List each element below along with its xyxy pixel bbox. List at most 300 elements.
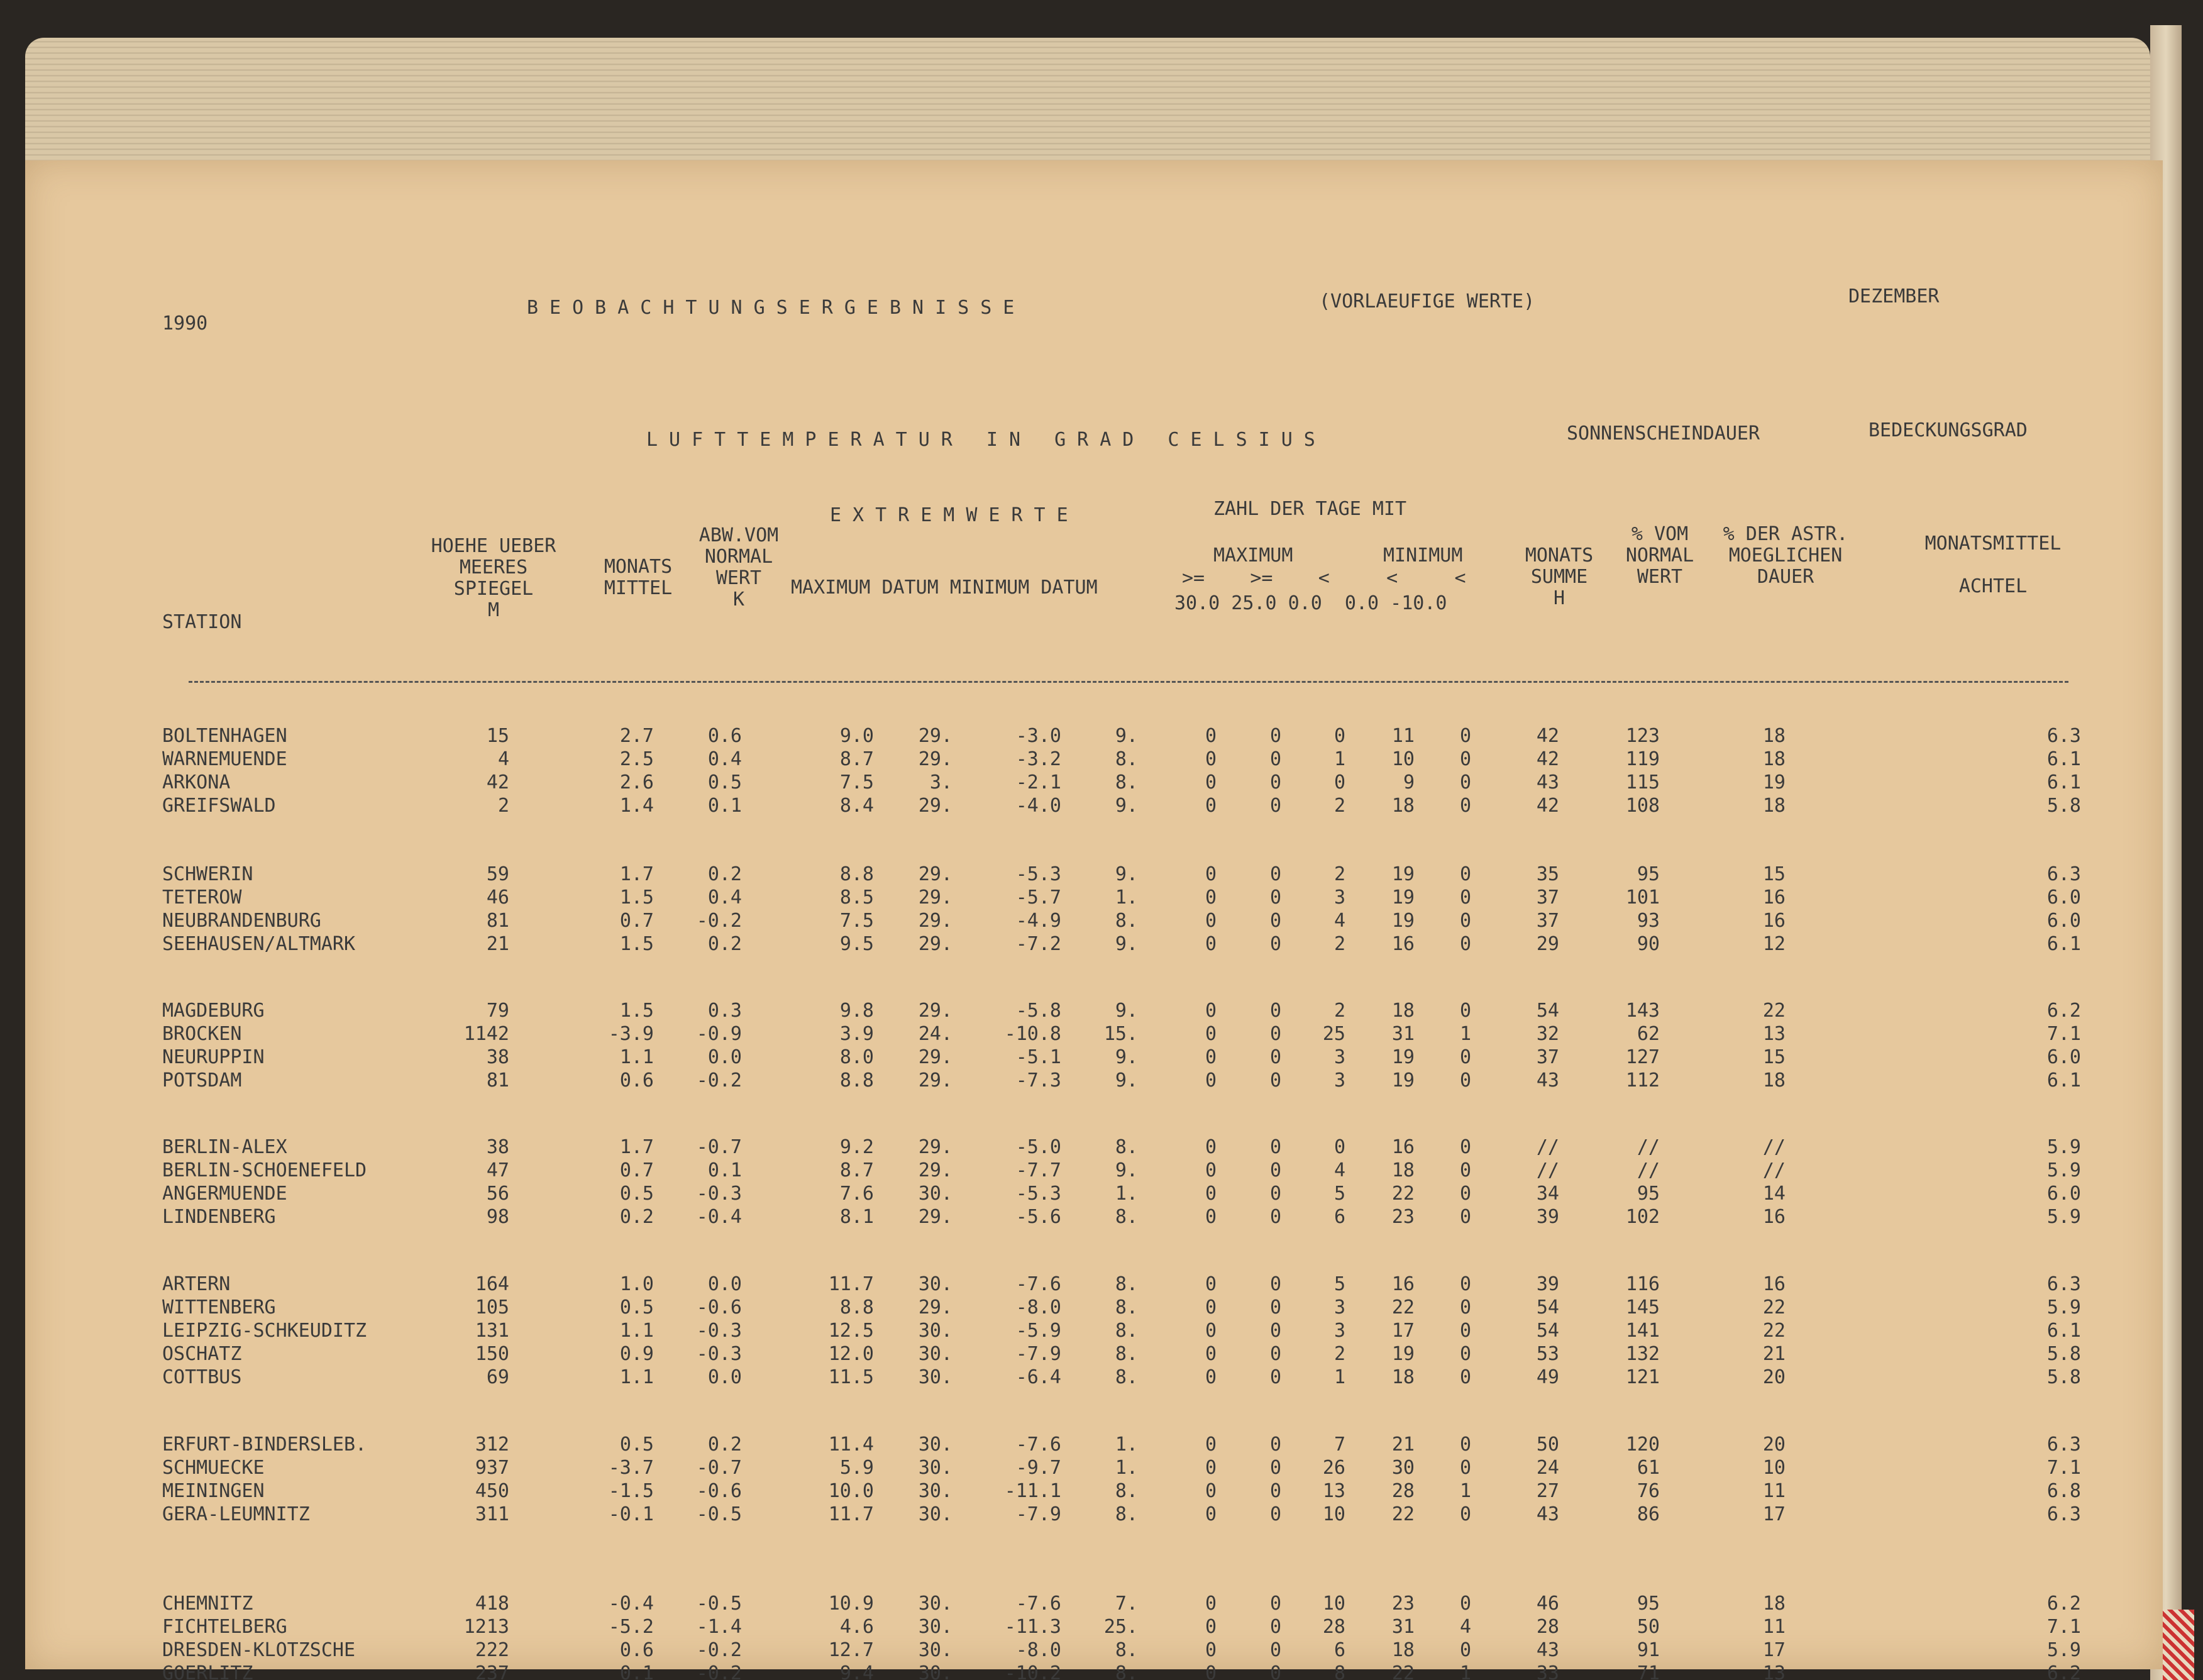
cell-days-max0: 4	[1333, 1159, 1345, 1181]
cell-sunshine-sum: 42	[1536, 725, 1559, 747]
cell-days-min10: 0	[1459, 1159, 1471, 1181]
cell-sunshine-sum: 42	[1536, 748, 1559, 770]
cell-cloud-mean: 6.0	[2046, 910, 2081, 932]
cell-cloud-mean: 6.3	[2046, 725, 2081, 747]
cell-days-min0: 18	[1391, 1639, 1415, 1661]
cell-sunshine-pct-normal: 108	[1625, 795, 1660, 817]
cell-days-max25: 0	[1269, 1366, 1281, 1388]
cell-sunshine-pct-normal: 127	[1625, 1046, 1660, 1068]
cell-altitude: 164	[475, 1273, 509, 1295]
cell-altitude: 1213	[463, 1616, 509, 1638]
cell-min-date: 1.	[1115, 1457, 1138, 1479]
cell-max: 10.9	[828, 1593, 874, 1615]
cell-days-max25: 0	[1269, 1206, 1281, 1228]
cell-days-max30: 0	[1205, 1159, 1217, 1181]
cell-cloud-mean: 6.2	[2046, 1000, 2081, 1022]
cell-mean: -0.4	[608, 1593, 654, 1615]
table-row	[25, 1069, 2163, 1092]
cell-max: 11.5	[828, 1366, 874, 1388]
cell-min-date: 1.	[1115, 1183, 1138, 1205]
cell-min: -11.3	[1004, 1616, 1061, 1638]
cell-sunshine-pct-normal: //	[1637, 1136, 1660, 1158]
cell-days-max30: 0	[1205, 795, 1217, 817]
cell-station: SCHMUECKE	[162, 1457, 265, 1479]
cell-altitude: 79	[486, 1000, 509, 1022]
cell-sunshine-pct-normal: 119	[1625, 748, 1660, 770]
cell-station: MAGDEBURG	[162, 1000, 265, 1022]
table-row	[25, 1183, 2163, 1205]
cell-station: BOLTENHAGEN	[162, 725, 287, 747]
cell-max-date: 29.	[918, 1136, 952, 1158]
cell-altitude: 98	[486, 1206, 509, 1228]
table-row	[25, 771, 2163, 794]
table-row	[25, 1662, 2163, 1680]
cell-cloud-mean: 6.2	[2046, 1662, 2081, 1680]
cell-sunshine-pct-astro: 17	[1762, 1639, 1786, 1661]
cell-days-max0: 3	[1333, 1320, 1345, 1342]
cell-min-date: 1.	[1115, 887, 1138, 909]
cell-min-date: 8.	[1115, 1296, 1138, 1318]
cell-cloud-mean: 6.3	[2046, 1434, 2081, 1456]
cell-days-max25: 0	[1269, 1046, 1281, 1068]
cell-days-max0: 4	[1333, 910, 1345, 932]
cell-sunshine-sum: 34	[1536, 1183, 1559, 1205]
cell-days-min0: 10	[1391, 748, 1415, 770]
cell-altitude: 38	[486, 1136, 509, 1158]
cell-station: BERLIN-ALEX	[162, 1136, 287, 1158]
cell-cloud-mean: 6.1	[2046, 1320, 2081, 1342]
cell-sunshine-pct-normal: 90	[1637, 933, 1660, 955]
table-row	[25, 1616, 2163, 1639]
table-row	[25, 1296, 2163, 1319]
cell-days-max0: 13	[1322, 1480, 1345, 1502]
col-percent-normal: % VOM NORMAL WERT	[1625, 523, 1694, 588]
cell-mean: 2.7	[619, 725, 654, 747]
cell-min-date: 8.	[1115, 1343, 1138, 1365]
cell-station: ARKONA	[162, 771, 231, 793]
cell-cloud-mean: 6.3	[2046, 1503, 2081, 1525]
cell-days-max30: 0	[1205, 1069, 1217, 1091]
cell-days-max30: 0	[1205, 1662, 1217, 1680]
cell-max-date: 3.	[929, 771, 952, 793]
table-row	[25, 1046, 2163, 1069]
col-maximum-label: MAXIMUM	[1213, 544, 1293, 566]
cell-days-min10: 0	[1459, 863, 1471, 885]
cell-days-max25: 0	[1269, 1023, 1281, 1045]
cell-max-date: 30.	[918, 1273, 952, 1295]
cell-altitude: 15	[486, 725, 509, 747]
table-row	[25, 1639, 2163, 1662]
cell-sunshine-pct-normal: 95	[1637, 1183, 1660, 1205]
cell-sunshine-sum: 43	[1536, 1639, 1559, 1661]
cell-station: ERFURT-BINDERSLEB.	[162, 1434, 367, 1456]
table-row	[25, 1136, 2163, 1159]
cell-sunshine-pct-astro: 18	[1762, 1069, 1786, 1091]
cell-min: -5.8	[1015, 1000, 1061, 1022]
cell-days-min10: 0	[1459, 1046, 1471, 1068]
cell-station: SCHWERIN	[162, 863, 253, 885]
cell-min: -2.1	[1015, 771, 1061, 793]
cell-days-min10: 1	[1459, 1662, 1471, 1680]
cell-days-max0: 3	[1333, 1069, 1345, 1091]
cell-days-max25: 0	[1269, 1273, 1281, 1295]
cell-days-min10: 0	[1459, 887, 1471, 909]
cell-days-max0: 3	[1333, 887, 1345, 909]
cell-altitude: 1142	[463, 1023, 509, 1045]
cell-days-max0: 26	[1322, 1457, 1345, 1479]
cell-sunshine-sum: 54	[1536, 1320, 1559, 1342]
cell-sunshine-sum: 42	[1536, 795, 1559, 817]
cell-mean: -5.2	[608, 1616, 654, 1638]
cell-cloud-mean: 5.9	[2046, 1639, 2081, 1661]
table-row	[25, 1480, 2163, 1503]
cell-sunshine-sum: 24	[1536, 1457, 1559, 1479]
group-extreme-values: EXTREMWERTE	[830, 504, 1079, 526]
cell-min-date: 8.	[1115, 1503, 1138, 1525]
cell-days-max30: 0	[1205, 1046, 1217, 1068]
cell-sunshine-sum: 37	[1536, 1046, 1559, 1068]
cell-altitude: 59	[486, 863, 509, 885]
cell-station: POTSDAM	[162, 1069, 242, 1091]
cell-min-date: 9.	[1115, 1046, 1138, 1068]
cell-min: -11.1	[1004, 1480, 1061, 1502]
cell-sunshine-pct-astro: 16	[1762, 910, 1786, 932]
cell-days-min0: 21	[1391, 1434, 1415, 1456]
table-row	[25, 887, 2163, 909]
cell-max: 5.9	[839, 1457, 874, 1479]
table-row	[25, 1343, 2163, 1366]
cell-sunshine-pct-normal: 141	[1625, 1320, 1660, 1342]
bookmark-ribbon	[2163, 1610, 2194, 1680]
cell-sunshine-pct-astro: 18	[1762, 1593, 1786, 1615]
cell-deviation: 0.0	[707, 1366, 742, 1388]
table-row	[25, 1159, 2163, 1182]
cell-sunshine-pct-normal: 112	[1625, 1069, 1660, 1091]
cell-max: 8.1	[839, 1206, 874, 1228]
cell-days-max0: 2	[1333, 1000, 1345, 1022]
cell-min: -7.7	[1015, 1159, 1061, 1181]
cell-station: WITTENBERG	[162, 1296, 276, 1318]
cell-sunshine-pct-astro: 20	[1762, 1366, 1786, 1388]
cell-station: BROCKEN	[162, 1023, 242, 1045]
cell-min-date: 15.	[1103, 1023, 1138, 1045]
cell-days-min0: 28	[1391, 1480, 1415, 1502]
cell-deviation: -0.9	[696, 1023, 742, 1045]
cell-max: 8.7	[839, 748, 874, 770]
cell-days-min10: 1	[1459, 1023, 1471, 1045]
cell-days-max0: 1	[1333, 1366, 1345, 1388]
cell-days-min10: 0	[1459, 1434, 1471, 1456]
cell-days-max25: 0	[1269, 1480, 1281, 1502]
cell-station: LINDENBERG	[162, 1206, 276, 1228]
cell-days-max30: 0	[1205, 1503, 1217, 1525]
cell-days-max30: 0	[1205, 725, 1217, 747]
cell-sunshine-pct-normal: 93	[1637, 910, 1660, 932]
cell-max: 9.8	[839, 1000, 874, 1022]
cell-days-max30: 0	[1205, 1639, 1217, 1661]
cell-sunshine-sum: 37	[1536, 910, 1559, 932]
cell-days-min10: 0	[1459, 748, 1471, 770]
cell-max: 7.6	[839, 1183, 874, 1205]
cell-max: 3.9	[839, 1023, 874, 1045]
cell-min: -5.3	[1015, 1183, 1061, 1205]
cell-mean: 1.7	[619, 1136, 654, 1158]
cell-sunshine-sum: 29	[1536, 933, 1559, 955]
cell-altitude: 450	[475, 1480, 509, 1502]
cell-sunshine-pct-astro: 16	[1762, 1206, 1786, 1228]
cell-min-date: 9.	[1115, 725, 1138, 747]
cell-sunshine-pct-astro: 17	[1762, 1503, 1786, 1525]
cell-mean: 1.1	[619, 1046, 654, 1068]
cell-days-min0: 22	[1391, 1296, 1415, 1318]
cell-cloud-mean: 6.1	[2046, 771, 2081, 793]
cell-sunshine-pct-normal: 91	[1637, 1639, 1660, 1661]
cell-cloud-mean: 7.1	[2046, 1023, 2081, 1045]
cell-days-max30: 0	[1205, 1000, 1217, 1022]
cell-deviation: 0.3	[707, 1000, 742, 1022]
cell-days-max30: 0	[1205, 1320, 1217, 1342]
cell-days-min10: 0	[1459, 1639, 1471, 1661]
cell-min: -7.9	[1015, 1343, 1061, 1365]
cell-cloud-mean: 5.8	[2046, 795, 2081, 817]
cell-max-date: 29.	[918, 725, 952, 747]
cell-altitude: 150	[475, 1343, 509, 1365]
table-row	[25, 725, 2163, 748]
cell-min: -8.0	[1015, 1639, 1061, 1661]
col-thresholds-ops: >= >= < < <	[1182, 567, 1466, 589]
cell-sunshine-pct-astro: 10	[1762, 1457, 1786, 1479]
cell-cloud-mean: 6.0	[2046, 887, 2081, 909]
cell-sunshine-pct-normal: 50	[1637, 1616, 1660, 1638]
cell-sunshine-pct-normal: 115	[1625, 771, 1660, 793]
cell-station: GREIFSWALD	[162, 795, 276, 817]
cell-days-max0: 3	[1333, 1046, 1345, 1068]
cell-days-max25: 0	[1269, 725, 1281, 747]
cell-mean: 0.5	[619, 1434, 654, 1456]
cell-days-max25: 0	[1269, 1136, 1281, 1158]
cell-mean: 0.2	[619, 1206, 654, 1228]
cell-deviation: -0.5	[696, 1593, 742, 1615]
cell-min-date: 8.	[1115, 910, 1138, 932]
cell-altitude: 69	[486, 1366, 509, 1388]
cell-max: 8.7	[839, 1159, 874, 1181]
cell-max: 8.5	[839, 887, 874, 909]
col-percent-astro: % DER ASTR. MOEGLICHEN DAUER	[1723, 523, 1848, 588]
cell-days-max30: 0	[1205, 887, 1217, 909]
cell-deviation: -0.3	[696, 1183, 742, 1205]
cell-days-min0: 16	[1391, 933, 1415, 955]
cell-mean: 2.6	[619, 771, 654, 793]
cell-station: DRESDEN-KLOTZSCHE	[162, 1639, 356, 1661]
cell-min-date: 8.	[1115, 1206, 1138, 1228]
cell-max-date: 30.	[918, 1183, 952, 1205]
cell-altitude: 937	[475, 1457, 509, 1479]
cell-days-max30: 0	[1205, 748, 1217, 770]
cell-max: 8.8	[839, 863, 874, 885]
cell-days-min10: 0	[1459, 1136, 1471, 1158]
cell-days-min10: 0	[1459, 1000, 1471, 1022]
cell-deviation: 0.1	[707, 1159, 742, 1181]
cell-max-date: 30.	[918, 1366, 952, 1388]
cell-mean: 1.5	[619, 1000, 654, 1022]
cell-days-min0: 11	[1391, 725, 1415, 747]
cell-cloud-mean: 6.3	[2046, 863, 2081, 885]
cell-sunshine-sum: 43	[1536, 1503, 1559, 1525]
cell-min: -5.0	[1015, 1136, 1061, 1158]
cell-altitude: 2	[497, 795, 509, 817]
cell-cloud-mean: 5.9	[2046, 1136, 2081, 1158]
cell-max-date: 30.	[918, 1320, 952, 1342]
cell-days-max0: 6	[1333, 1206, 1345, 1228]
cell-cloud-mean: 5.8	[2046, 1366, 2081, 1388]
cell-days-max25: 0	[1269, 1343, 1281, 1365]
cell-days-min10: 1	[1459, 1480, 1471, 1502]
cell-days-max25: 0	[1269, 795, 1281, 817]
cell-mean: 1.0	[619, 1273, 654, 1295]
cell-altitude: 312	[475, 1434, 509, 1456]
cell-min: -8.0	[1015, 1296, 1061, 1318]
cell-sunshine-pct-astro: 13	[1762, 1023, 1786, 1045]
cell-days-max0: 2	[1333, 863, 1345, 885]
col-thresholds-values: 30.0 25.0 0.0 0.0 -10.0	[1174, 592, 1447, 614]
preliminary-note: (VORLAEUFIGE WERTE)	[1319, 290, 1535, 312]
cell-deviation: -0.7	[696, 1457, 742, 1479]
cell-min-date: 9.	[1115, 933, 1138, 955]
cell-days-max30: 0	[1205, 771, 1217, 793]
cell-sunshine-pct-normal: 123	[1625, 725, 1660, 747]
cell-days-max0: 10	[1322, 1593, 1345, 1615]
cell-sunshine-pct-astro: 22	[1762, 1000, 1786, 1022]
cell-sunshine-pct-normal: 95	[1637, 1593, 1660, 1615]
table-row	[25, 1457, 2163, 1479]
cell-sunshine-pct-astro: //	[1762, 1136, 1786, 1158]
cell-sunshine-pct-astro: 20	[1762, 1434, 1786, 1456]
cell-days-max0: 25	[1322, 1023, 1345, 1045]
cell-days-min0: 22	[1391, 1503, 1415, 1525]
cell-days-min10: 0	[1459, 725, 1471, 747]
cell-altitude: 42	[486, 771, 509, 793]
cell-max-date: 30.	[918, 1480, 952, 1502]
cell-sunshine-pct-normal: 143	[1625, 1000, 1660, 1022]
cell-days-min0: 30	[1391, 1457, 1415, 1479]
table-row	[25, 1503, 2163, 1526]
cell-mean: 0.6	[619, 1639, 654, 1661]
table-row	[25, 1206, 2163, 1229]
cell-altitude: 418	[475, 1593, 509, 1615]
cell-mean: -3.9	[608, 1023, 654, 1045]
cell-station: ARTERN	[162, 1273, 231, 1295]
cell-max-date: 29.	[918, 910, 952, 932]
cell-min-date: 8.	[1115, 748, 1138, 770]
cell-sunshine-pct-normal: 120	[1625, 1434, 1660, 1456]
cell-cloud-mean: 7.1	[2046, 1616, 2081, 1638]
cell-max-date: 29.	[918, 1159, 952, 1181]
cell-days-max25: 0	[1269, 1616, 1281, 1638]
cell-station: CHEMNITZ	[162, 1593, 253, 1615]
cell-days-min0: 16	[1391, 1136, 1415, 1158]
section-air-temperature: LUFTTEMPERATUR IN GRAD CELSIUS	[646, 429, 1327, 451]
cell-deviation: -0.5	[696, 1503, 742, 1525]
table-row	[25, 1434, 2163, 1456]
cell-days-max30: 0	[1205, 863, 1217, 885]
cell-min: -4.0	[1015, 795, 1061, 817]
cell-deviation: -0.3	[696, 1343, 742, 1365]
table-row	[25, 1000, 2163, 1022]
cell-altitude: 47	[486, 1159, 509, 1181]
cell-days-max30: 0	[1205, 1343, 1217, 1365]
cell-days-min10: 0	[1459, 1206, 1471, 1228]
cell-mean: 1.4	[619, 795, 654, 817]
cell-sunshine-sum: 43	[1536, 771, 1559, 793]
cell-days-max30: 0	[1205, 1296, 1217, 1318]
cell-min: -10.2	[1004, 1662, 1061, 1680]
header-divider	[189, 681, 2068, 683]
cell-sunshine-sum: 39	[1536, 1206, 1559, 1228]
cell-max-date: 29.	[918, 795, 952, 817]
cell-min: -5.1	[1015, 1046, 1061, 1068]
cell-deviation: 0.5	[707, 771, 742, 793]
cell-max: 8.8	[839, 1069, 874, 1091]
cell-deviation: -0.3	[696, 1320, 742, 1342]
cell-days-min0: 19	[1391, 887, 1415, 909]
cell-days-max0: 0	[1333, 1136, 1345, 1158]
cell-days-min10: 0	[1459, 1503, 1471, 1525]
cell-days-min10: 0	[1459, 1343, 1471, 1365]
cell-days-min0: 18	[1391, 1366, 1415, 1388]
cell-cloud-mean: 6.3	[2046, 1273, 2081, 1295]
cell-sunshine-pct-astro: 15	[1762, 1046, 1786, 1068]
table-row	[25, 1273, 2163, 1296]
cell-min: -7.6	[1015, 1273, 1061, 1295]
cell-sunshine-pct-astro: 18	[1762, 795, 1786, 817]
cell-sunshine-sum: 53	[1536, 1343, 1559, 1365]
cell-days-min0: 23	[1391, 1206, 1415, 1228]
cell-sunshine-pct-normal: //	[1637, 1159, 1660, 1181]
cell-max: 9.2	[839, 1136, 874, 1158]
cell-cloud-mean: 6.0	[2046, 1183, 2081, 1205]
cell-mean: -3.7	[608, 1457, 654, 1479]
cell-altitude: 21	[486, 933, 509, 955]
cell-days-min0: 18	[1391, 1159, 1415, 1181]
cell-sunshine-sum: 39	[1536, 1273, 1559, 1295]
cell-days-max30: 0	[1205, 1273, 1217, 1295]
cell-min: -6.4	[1015, 1366, 1061, 1388]
cell-sunshine-pct-astro: 11	[1762, 1616, 1786, 1638]
cell-sunshine-sum: 54	[1536, 1296, 1559, 1318]
cell-deviation: 0.1	[707, 795, 742, 817]
cell-days-max0: 2	[1333, 933, 1345, 955]
cell-days-min10: 0	[1459, 1273, 1471, 1295]
section-cloud-cover: BEDECKUNGSGRAD	[1869, 419, 2028, 441]
document-title: BEOBACHTUNGSERGEBNISSE	[527, 297, 1026, 319]
cell-min: -4.9	[1015, 910, 1061, 932]
cell-days-max25: 0	[1269, 1159, 1281, 1181]
cell-altitude: 81	[486, 910, 509, 932]
cell-min: -5.6	[1015, 1206, 1061, 1228]
cell-station: MEININGEN	[162, 1480, 265, 1502]
cell-days-min10: 0	[1459, 1296, 1471, 1318]
cell-mean: 0.1	[619, 1662, 654, 1680]
cell-max-date: 29.	[918, 1000, 952, 1022]
cell-min-date: 7.	[1115, 1593, 1138, 1615]
cell-min: -7.3	[1015, 1069, 1061, 1091]
cell-max: 9.4	[839, 1662, 874, 1680]
cell-max-date: 30.	[918, 1343, 952, 1365]
cell-sunshine-sum: 46	[1536, 1593, 1559, 1615]
cell-deviation: -0.4	[696, 1206, 742, 1228]
cell-deviation: 0.2	[707, 863, 742, 885]
cell-days-min10: 0	[1459, 1320, 1471, 1342]
